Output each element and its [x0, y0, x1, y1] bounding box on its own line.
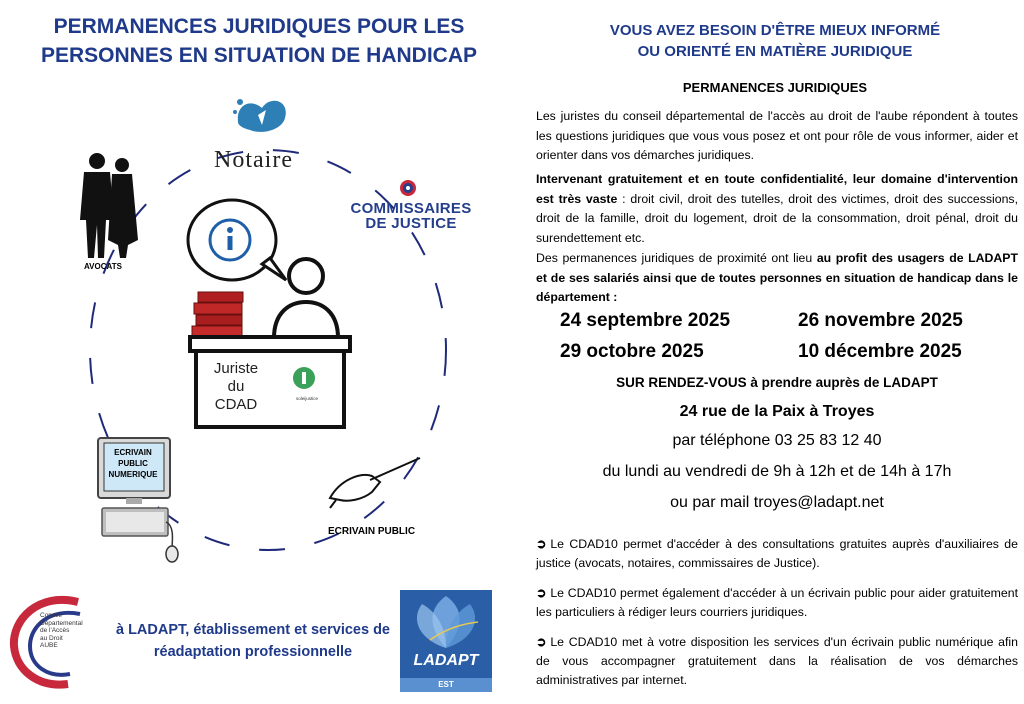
ladapt-logo-name: LADAPT	[413, 652, 479, 669]
phone-text: par téléphone 03 25 83 12 40	[672, 432, 882, 449]
date-1: 24 septembre 2025	[560, 310, 731, 331]
avocats-icon	[80, 153, 138, 258]
soleijustice-logo-icon	[293, 367, 315, 389]
beneficiaries-paragraph: Des permanences juridiques de proximité ont lieu au profit des usagers de LADAPT et de ses salariés ainsi que de toutes personnes en situation de handicap dans le département :	[536, 251, 1018, 304]
services-diagram	[0, 80, 520, 580]
hours-text: du lundi au vendredi de 9h à 12h et de 14h à 17h	[602, 463, 952, 480]
avocats-label: AVOCATS	[84, 262, 122, 271]
right-title: VOUS AVEZ BESOIN D'ÊTRE MIEUX INFORMÉ OU ORIENTÉ EN MATIÈRE JURIDIQUE	[609, 22, 941, 60]
notaire-label: Notaire	[214, 147, 293, 173]
info-bubble-icon	[188, 200, 286, 280]
page-title: PERMANENCES JURIDIQUES POUR LES PERSONNES EN SITUATION DE HANDICAP	[41, 15, 477, 67]
appointment-text: SUR RENDEZ-VOUS à prendre auprès de LADAPT	[616, 375, 938, 390]
arrow-icon: ➲	[536, 537, 547, 551]
ecrivain-public-label: ECRIVAIN PUBLIC	[328, 526, 416, 537]
writing-hand-icon	[330, 458, 420, 508]
commissaires-label: COMMISSAIRES DE JUSTICE	[350, 200, 472, 232]
notaire-logo-icon	[233, 99, 286, 132]
ladapt-logo	[400, 590, 492, 692]
cdad-logo-text: Conseil Départemental de l'Accès au Droit AUBE	[40, 612, 83, 649]
ladapt-flower-icon	[400, 590, 492, 650]
arrow-icon: ➲	[536, 635, 547, 649]
ladapt-location-text: à LADAPT, établissement et services de réadaptation professionnelle	[115, 622, 390, 660]
date-3: 29 octobre 2025	[560, 341, 704, 362]
intro-paragraph: Les juristes du conseil départemental de l'accès au droit de l'aube répondent à toutes les questions juridiques que vous vous posez et ont pour rôle de vous informer, aider et orienter dans vos démarches juridiques.	[536, 109, 1018, 162]
books-icon	[192, 292, 243, 336]
right-column	[520, 0, 1024, 704]
domain-paragraph: Intervenant gratuitement et en toute confidentialité, leur domaine d'intervention est très vaste : droit civil, droit des tutelles, droit des victimes, droit des successions, droit de la famille, droit du logement, droit de la consommation, droit pénal, droit du surendettement etc.	[536, 172, 1018, 245]
mail-text: ou par mail troyes@ladapt.net	[670, 494, 884, 511]
juriste-person-icon	[274, 259, 338, 338]
juriste-label: Juriste du CDAD	[213, 360, 259, 413]
ladapt-logo-band: EST	[400, 678, 492, 692]
address-text: 24 rue de la Paix à Troyes	[679, 403, 875, 420]
bullet-item: ➲ Le CDAD10 met à votre disposition les services d'un écrivain public numérique afin de vous accompagner gratuitement dans la réalisation de vos démarches administratives par internet.	[536, 635, 1018, 687]
date-2: 26 novembre 2025	[798, 310, 963, 331]
soleijustice-label: soleijustice	[295, 396, 318, 401]
arrow-icon: ➲	[536, 586, 547, 600]
commissaires-logo-icon	[400, 180, 416, 196]
date-4: 10 décembre 2025	[798, 341, 962, 362]
section-subtitle: PERMANENCES JURIDIQUES	[682, 80, 868, 95]
bullet-item: ➲ Le CDAD10 permet également d'accéder à un écrivain public pour aider gratuitement les particuliers à rédiger leurs courriers juridiques.	[536, 586, 1018, 619]
bullet-item: ➲ Le CDAD10 permet d'accéder à des consultations gratuites auprès d'auxiliaires de justice (avocats, notaires, commissaires de Justice).	[536, 537, 1018, 570]
computer-screen-text: ECRIVAIN PUBLIC NUMERIQUE	[108, 448, 158, 479]
